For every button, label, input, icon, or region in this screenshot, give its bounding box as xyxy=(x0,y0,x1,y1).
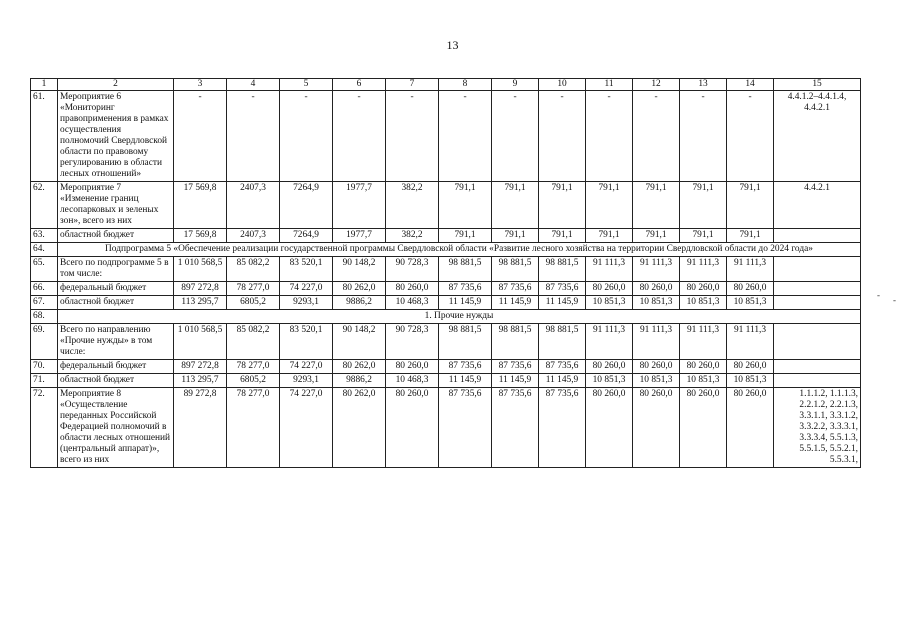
value-cell: 1977,7 xyxy=(333,182,386,229)
value-cell: 6805,2 xyxy=(227,374,280,388)
value-cell: 90 728,3 xyxy=(386,324,439,360)
table-row xyxy=(31,374,861,388)
row-number: 63. xyxy=(31,229,58,243)
value-cell: 9886,2 xyxy=(333,296,386,310)
value-cell: - xyxy=(633,91,680,182)
value-cell: 85 082,2 xyxy=(227,257,280,282)
value-cell: 11 145,9 xyxy=(492,296,539,310)
row-name: Всего по подпрограмме 5 в том числе: xyxy=(58,257,174,282)
value-cell: - xyxy=(174,91,227,182)
value-cell: 2407,3 xyxy=(227,182,280,229)
row-name: Мероприятие 6 «Мониторинг правоприменения в рамках осуществления полномочий Свердловской области по правовому регулированию в области лесных отношений» xyxy=(58,91,174,182)
row-name: областной бюджет xyxy=(58,229,174,243)
table-row xyxy=(31,324,861,360)
column-header: 8 xyxy=(439,79,492,91)
value-cell: 90 148,2 xyxy=(333,257,386,282)
row-name: областной бюджет xyxy=(58,374,174,388)
value-cell: 91 111,3 xyxy=(586,324,633,360)
row-number: 70. xyxy=(31,360,58,374)
value-cell: 80 260,0 xyxy=(633,282,680,296)
value-cell: 80 262,0 xyxy=(333,360,386,374)
column-header: 14 xyxy=(727,79,774,91)
value-cell: 1 010 568,5 xyxy=(174,257,227,282)
table-row xyxy=(31,257,861,282)
margin-mark: - xyxy=(877,290,880,300)
value-cell: 91 111,3 xyxy=(586,257,633,282)
value-cell: 87 735,6 xyxy=(439,388,492,468)
target-indicator-codes xyxy=(774,374,861,388)
value-cell: - xyxy=(439,91,492,182)
value-cell: 10 851,3 xyxy=(586,296,633,310)
value-cell: 87 735,6 xyxy=(492,282,539,296)
target-indicator-codes xyxy=(774,296,861,310)
row-name: областной бюджет xyxy=(58,296,174,310)
value-cell: 9293,1 xyxy=(280,296,333,310)
column-header: 2 xyxy=(58,79,174,91)
value-cell: 10 851,3 xyxy=(586,374,633,388)
target-indicator-codes: 4.4.1.2–4.4.1.4, 4.4.2.1 xyxy=(774,91,861,182)
value-cell: 98 881,5 xyxy=(492,257,539,282)
value-cell: 11 145,9 xyxy=(439,374,492,388)
value-cell: 791,1 xyxy=(586,229,633,243)
value-cell: 80 260,0 xyxy=(727,360,774,374)
row-number: 66. xyxy=(31,282,58,296)
value-cell: 791,1 xyxy=(680,182,727,229)
value-cell: 897 272,8 xyxy=(174,360,227,374)
row-number: 67. xyxy=(31,296,58,310)
value-cell: 791,1 xyxy=(539,182,586,229)
value-cell: 2407,3 xyxy=(227,229,280,243)
row-number: 64. xyxy=(31,243,58,257)
value-cell: 98 881,5 xyxy=(539,257,586,282)
value-cell: 791,1 xyxy=(586,182,633,229)
column-header: 3 xyxy=(174,79,227,91)
value-cell: 98 881,5 xyxy=(492,324,539,360)
table-row xyxy=(31,282,861,296)
value-cell: 78 277,0 xyxy=(227,388,280,468)
value-cell: 80 260,0 xyxy=(727,282,774,296)
target-indicator-codes xyxy=(774,229,861,243)
column-header: 7 xyxy=(386,79,439,91)
value-cell: 7264,9 xyxy=(280,182,333,229)
value-cell: - xyxy=(539,91,586,182)
value-cell: 10 851,3 xyxy=(727,296,774,310)
column-header: 1 xyxy=(31,79,58,91)
value-cell: 91 111,3 xyxy=(680,324,727,360)
value-cell: 74 227,0 xyxy=(280,360,333,374)
value-cell: 113 295,7 xyxy=(174,374,227,388)
value-cell: 80 260,0 xyxy=(680,282,727,296)
value-cell: 10 468,3 xyxy=(386,374,439,388)
value-cell: 791,1 xyxy=(727,182,774,229)
value-cell: - xyxy=(727,91,774,182)
value-cell: 90 728,3 xyxy=(386,257,439,282)
value-cell: 791,1 xyxy=(439,182,492,229)
value-cell: 382,2 xyxy=(386,182,439,229)
value-cell: 80 260,0 xyxy=(633,388,680,468)
row-name: федеральный бюджет xyxy=(58,360,174,374)
value-cell: 91 111,3 xyxy=(633,324,680,360)
value-cell: - xyxy=(227,91,280,182)
target-indicator-codes xyxy=(774,360,861,374)
column-header: 15 xyxy=(774,79,861,91)
row-number: 65. xyxy=(31,257,58,282)
value-cell: 78 277,0 xyxy=(227,282,280,296)
margin-mark: - xyxy=(893,295,896,305)
value-cell: 791,1 xyxy=(633,182,680,229)
value-cell: 87 735,6 xyxy=(492,360,539,374)
value-cell: 791,1 xyxy=(492,229,539,243)
value-cell: 11 145,9 xyxy=(492,374,539,388)
value-cell: 91 111,3 xyxy=(727,257,774,282)
value-cell: 10 851,3 xyxy=(680,374,727,388)
table-row xyxy=(31,229,861,243)
value-cell: 98 881,5 xyxy=(439,257,492,282)
table-row xyxy=(31,91,861,182)
value-cell: 80 260,0 xyxy=(680,388,727,468)
value-cell: 87 735,6 xyxy=(439,360,492,374)
value-cell: 17 569,8 xyxy=(174,229,227,243)
value-cell: 98 881,5 xyxy=(539,324,586,360)
value-cell: 897 272,8 xyxy=(174,282,227,296)
value-cell: 90 148,2 xyxy=(333,324,386,360)
value-cell: 1 010 568,5 xyxy=(174,324,227,360)
value-cell: 80 260,0 xyxy=(586,282,633,296)
value-cell: 87 735,6 xyxy=(439,282,492,296)
value-cell: 80 260,0 xyxy=(633,360,680,374)
row-name: Всего по направлению «Прочие нужды» в том числе: xyxy=(58,324,174,360)
value-cell: 98 881,5 xyxy=(439,324,492,360)
target-indicator-codes: 4.4.2.1 xyxy=(774,182,861,229)
value-cell: 10 468,3 xyxy=(386,296,439,310)
value-cell: 9293,1 xyxy=(280,374,333,388)
value-cell: 382,2 xyxy=(386,229,439,243)
column-header: 6 xyxy=(333,79,386,91)
column-header: 11 xyxy=(586,79,633,91)
column-header: 10 xyxy=(539,79,586,91)
value-cell: 87 735,6 xyxy=(539,388,586,468)
row-number: 71. xyxy=(31,374,58,388)
value-cell: 85 082,2 xyxy=(227,324,280,360)
value-cell: 6805,2 xyxy=(227,296,280,310)
value-cell: 87 735,6 xyxy=(539,360,586,374)
table-row xyxy=(31,388,861,468)
value-cell: 113 295,7 xyxy=(174,296,227,310)
value-cell: 80 260,0 xyxy=(386,360,439,374)
value-cell: - xyxy=(280,91,333,182)
value-cell: 791,1 xyxy=(727,229,774,243)
column-header: 5 xyxy=(280,79,333,91)
value-cell: 87 735,6 xyxy=(539,282,586,296)
section-heading: 1. Прочие нужды xyxy=(58,310,861,324)
value-cell: 80 260,0 xyxy=(386,282,439,296)
row-number: 61. xyxy=(31,91,58,182)
value-cell: 11 145,9 xyxy=(439,296,492,310)
table-row xyxy=(31,360,861,374)
value-cell: 83 520,1 xyxy=(280,257,333,282)
value-cell: 17 569,8 xyxy=(174,182,227,229)
value-cell: 91 111,3 xyxy=(633,257,680,282)
value-cell: 74 227,0 xyxy=(280,388,333,468)
target-indicator-codes: 1.1.1.2, 1.1.1.3, 2.2.1.2, 2.2.1.3, 3.3.1.1, 3.3.1.2, 3.3.2.2, 3.3.3.1, 3.3.3.4, 5.5.1.3, 5.5.1.5, 5.5.2.1, 5.5.3.1, xyxy=(774,388,861,468)
value-cell: 10 851,3 xyxy=(680,296,727,310)
value-cell: 91 111,3 xyxy=(680,257,727,282)
value-cell: 11 145,9 xyxy=(539,296,586,310)
table-row xyxy=(31,296,861,310)
row-number: 68. xyxy=(31,310,58,324)
value-cell: 89 272,8 xyxy=(174,388,227,468)
row-name: федеральный бюджет xyxy=(58,282,174,296)
column-header: 9 xyxy=(492,79,539,91)
row-number: 72. xyxy=(31,388,58,468)
value-cell: - xyxy=(492,91,539,182)
program-table xyxy=(30,78,861,468)
row-name: Мероприятие 8 «Осуществление переданных Российской Федерацией полномочий в области лесных отношений (центральный аппарат)», всего из них xyxy=(58,388,174,468)
value-cell: 74 227,0 xyxy=(280,282,333,296)
table-row xyxy=(31,182,861,229)
row-number: 69. xyxy=(31,324,58,360)
value-cell: 9886,2 xyxy=(333,374,386,388)
value-cell: 791,1 xyxy=(492,182,539,229)
value-cell: 80 262,0 xyxy=(333,388,386,468)
value-cell: 11 145,9 xyxy=(539,374,586,388)
value-cell: 80 260,0 xyxy=(386,388,439,468)
value-cell: 87 735,6 xyxy=(492,388,539,468)
value-cell: - xyxy=(680,91,727,182)
table-row xyxy=(31,310,861,324)
value-cell: - xyxy=(386,91,439,182)
value-cell: 78 277,0 xyxy=(227,360,280,374)
target-indicator-codes xyxy=(774,282,861,296)
value-cell: 791,1 xyxy=(439,229,492,243)
column-header: 12 xyxy=(633,79,680,91)
target-indicator-codes xyxy=(774,257,861,282)
value-cell: 10 851,3 xyxy=(633,374,680,388)
value-cell: - xyxy=(333,91,386,182)
value-cell: 791,1 xyxy=(539,229,586,243)
row-name: Мероприятие 7 «Изменение границ лесопарковых и зеленых зон», всего из них xyxy=(58,182,174,229)
value-cell: 80 260,0 xyxy=(727,388,774,468)
value-cell: 83 520,1 xyxy=(280,324,333,360)
column-header: 13 xyxy=(680,79,727,91)
value-cell: 80 260,0 xyxy=(680,360,727,374)
value-cell: 791,1 xyxy=(633,229,680,243)
value-cell: 80 262,0 xyxy=(333,282,386,296)
value-cell: 80 260,0 xyxy=(586,360,633,374)
value-cell: 91 111,3 xyxy=(727,324,774,360)
value-cell: - xyxy=(586,91,633,182)
value-cell: 10 851,3 xyxy=(727,374,774,388)
value-cell: 791,1 xyxy=(680,229,727,243)
value-cell: 7264,9 xyxy=(280,229,333,243)
value-cell: 10 851,3 xyxy=(633,296,680,310)
table-row xyxy=(31,243,861,257)
value-cell: 1977,7 xyxy=(333,229,386,243)
target-indicator-codes xyxy=(774,324,861,360)
section-heading: Подпрограмма 5 «Обеспечение реализации государственной программы Свердловской области «Развитие лесного хозяйства на территории Свердловской области до 2024 года» xyxy=(58,243,861,257)
page-number: 13 xyxy=(446,38,459,52)
value-cell: 80 260,0 xyxy=(586,388,633,468)
column-header: 4 xyxy=(227,79,280,91)
row-number: 62. xyxy=(31,182,58,229)
table-header-row xyxy=(31,79,861,91)
